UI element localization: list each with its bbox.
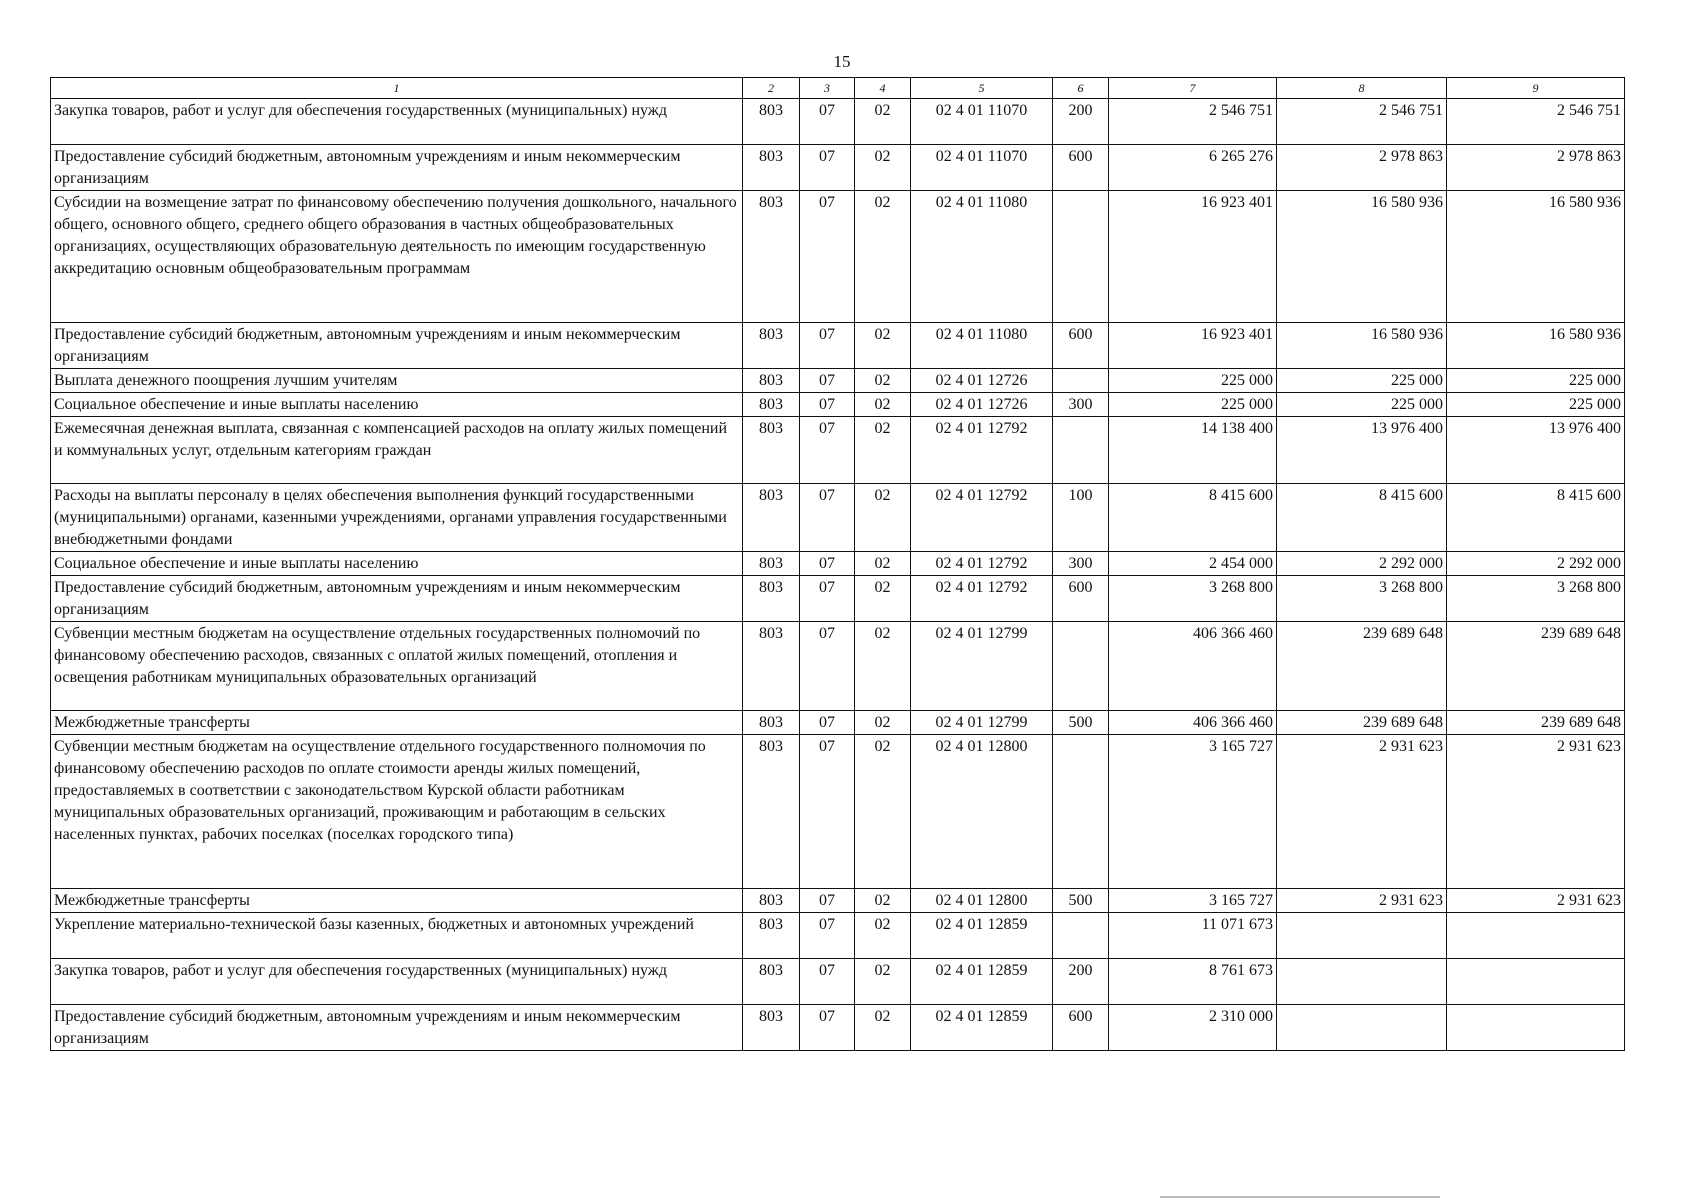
subsection-code: 02 [855, 622, 911, 711]
ved-code: 803 [743, 191, 800, 323]
target-article-code: 02 4 01 12726 [911, 369, 1053, 393]
column-number: 1 [51, 78, 743, 99]
amount-year-3: 13 976 400 [1447, 417, 1625, 484]
target-article-code: 02 4 01 12799 [911, 711, 1053, 735]
expense-type-code: 200 [1053, 99, 1109, 145]
subsection-code: 02 [855, 552, 911, 576]
amount-year-3: 2 978 863 [1447, 145, 1625, 191]
amount-year-3: 2 546 751 [1447, 99, 1625, 145]
table-row [51, 622, 1625, 711]
amount-year-3: 225 000 [1447, 369, 1625, 393]
amount-year-2: 13 976 400 [1277, 417, 1447, 484]
section-code: 07 [800, 323, 855, 369]
ved-code: 803 [743, 417, 800, 484]
section-code: 07 [800, 576, 855, 622]
ved-code: 803 [743, 323, 800, 369]
target-article-code: 02 4 01 12792 [911, 552, 1053, 576]
subsection-code: 02 [855, 913, 911, 959]
target-article-code: 02 4 01 12800 [911, 889, 1053, 913]
amount-year-2: 2 931 623 [1277, 889, 1447, 913]
table-row [51, 552, 1625, 576]
column-number: 6 [1053, 78, 1109, 99]
expense-type-code [1053, 735, 1109, 889]
table-row [51, 576, 1625, 622]
section-code: 07 [800, 711, 855, 735]
subsection-code: 02 [855, 417, 911, 484]
target-article-code: 02 4 01 11080 [911, 191, 1053, 323]
table-row [51, 711, 1625, 735]
ved-code: 803 [743, 622, 800, 711]
subsection-code: 02 [855, 889, 911, 913]
row-description: Предоставление субсидий бюджетным, автономным учреждениям и иным некоммерческим организациям [51, 576, 743, 622]
table-row [51, 959, 1625, 1005]
amount-year-2: 2 978 863 [1277, 145, 1447, 191]
amount-year-1: 14 138 400 [1109, 417, 1277, 484]
ved-code: 803 [743, 959, 800, 1005]
expense-type-code: 300 [1053, 552, 1109, 576]
target-article-code: 02 4 01 11070 [911, 99, 1053, 145]
amount-year-2: 16 580 936 [1277, 191, 1447, 323]
amount-year-2: 225 000 [1277, 393, 1447, 417]
subsection-code: 02 [855, 99, 911, 145]
expense-type-code: 600 [1053, 576, 1109, 622]
amount-year-3: 239 689 648 [1447, 622, 1625, 711]
target-article-code: 02 4 01 12726 [911, 393, 1053, 417]
ved-code: 803 [743, 484, 800, 552]
row-description: Укрепление материально-технической базы казенных, бюджетных и автономных учреждений [51, 913, 743, 959]
column-number-row [51, 78, 1625, 99]
table-row [51, 735, 1625, 889]
amount-year-3: 16 580 936 [1447, 323, 1625, 369]
target-article-code: 02 4 01 11080 [911, 323, 1053, 369]
table-row [51, 323, 1625, 369]
subsection-code: 02 [855, 735, 911, 889]
ved-code: 803 [743, 393, 800, 417]
table-row [51, 99, 1625, 145]
ved-code: 803 [743, 889, 800, 913]
row-description: Социальное обеспечение и иные выплаты населению [51, 393, 743, 417]
amount-year-3: 8 415 600 [1447, 484, 1625, 552]
ved-code: 803 [743, 99, 800, 145]
amount-year-3: 239 689 648 [1447, 711, 1625, 735]
column-number: 9 [1447, 78, 1625, 99]
table-row [51, 889, 1625, 913]
amount-year-2: 2 292 000 [1277, 552, 1447, 576]
table-row [51, 913, 1625, 959]
table-row [51, 369, 1625, 393]
amount-year-2: 225 000 [1277, 369, 1447, 393]
amount-year-2: 16 580 936 [1277, 323, 1447, 369]
section-code: 07 [800, 145, 855, 191]
subsection-code: 02 [855, 959, 911, 1005]
column-number: 7 [1109, 78, 1277, 99]
subsection-code: 02 [855, 711, 911, 735]
target-article-code: 02 4 01 12792 [911, 576, 1053, 622]
amount-year-1: 225 000 [1109, 393, 1277, 417]
section-code: 07 [800, 552, 855, 576]
amount-year-2: 2 931 623 [1277, 735, 1447, 889]
amount-year-1: 16 923 401 [1109, 191, 1277, 323]
row-description: Закупка товаров, работ и услуг для обеспечения государственных (муниципальных) нужд [51, 959, 743, 1005]
amount-year-2: 239 689 648 [1277, 711, 1447, 735]
ved-code: 803 [743, 369, 800, 393]
expense-type-code: 200 [1053, 959, 1109, 1005]
table-row [51, 417, 1625, 484]
section-code: 07 [800, 191, 855, 323]
amount-year-2: 239 689 648 [1277, 622, 1447, 711]
amount-year-3: 16 580 936 [1447, 191, 1625, 323]
expense-type-code: 600 [1053, 1005, 1109, 1051]
table-row [51, 1005, 1625, 1051]
row-description: Межбюджетные трансферты [51, 889, 743, 913]
budget-table [50, 77, 1625, 1051]
row-description: Расходы на выплаты персоналу в целях обеспечения выполнения функций государственными (муниципальными) органами, казенными учреждениями, органами управления государственными внебюджетными фондами [51, 484, 743, 552]
subsection-code: 02 [855, 393, 911, 417]
amount-year-2: 3 268 800 [1277, 576, 1447, 622]
ved-code: 803 [743, 552, 800, 576]
expense-type-code: 100 [1053, 484, 1109, 552]
table-row [51, 145, 1625, 191]
amount-year-2: 8 415 600 [1277, 484, 1447, 552]
expense-type-code: 300 [1053, 393, 1109, 417]
section-code: 07 [800, 622, 855, 711]
section-code: 07 [800, 99, 855, 145]
amount-year-3 [1447, 913, 1625, 959]
subsection-code: 02 [855, 369, 911, 393]
scan-artifact [1160, 1196, 1440, 1198]
row-description: Социальное обеспечение и иные выплаты населению [51, 552, 743, 576]
subsection-code: 02 [855, 145, 911, 191]
amount-year-1: 6 265 276 [1109, 145, 1277, 191]
expense-type-code [1053, 913, 1109, 959]
ved-code: 803 [743, 576, 800, 622]
amount-year-1: 225 000 [1109, 369, 1277, 393]
row-description: Ежемесячная денежная выплата, связанная с компенсацией расходов на оплату жилых помещений и коммунальных услуг, отдельным категориям граждан [51, 417, 743, 484]
amount-year-3: 2 931 623 [1447, 889, 1625, 913]
section-code: 07 [800, 393, 855, 417]
table-row [51, 393, 1625, 417]
amount-year-3 [1447, 1005, 1625, 1051]
ved-code: 803 [743, 145, 800, 191]
row-description: Субвенции местным бюджетам на осуществление отдельного государственного полномочия по финансовому обеспечению расходов по оплате стоимости аренды жилых помещений, предоставляемых в соответствии с законодательством Курской области работникам муниципальных образовательных организаций, проживающим и работающим в сельских населенных пунктах, рабочих поселках (поселках городского типа) [51, 735, 743, 889]
subsection-code: 02 [855, 576, 911, 622]
expense-type-code [1053, 622, 1109, 711]
amount-year-2: 2 546 751 [1277, 99, 1447, 145]
amount-year-1: 2 310 000 [1109, 1005, 1277, 1051]
row-description: Предоставление субсидий бюджетным, автономным учреждениям и иным некоммерческим организациям [51, 323, 743, 369]
section-code: 07 [800, 889, 855, 913]
expense-type-code [1053, 417, 1109, 484]
expense-type-code: 600 [1053, 323, 1109, 369]
ved-code: 803 [743, 711, 800, 735]
ved-code: 803 [743, 913, 800, 959]
target-article-code: 02 4 01 12859 [911, 913, 1053, 959]
amount-year-1: 3 268 800 [1109, 576, 1277, 622]
subsection-code: 02 [855, 484, 911, 552]
row-description: Межбюджетные трансферты [51, 711, 743, 735]
target-article-code: 02 4 01 12859 [911, 1005, 1053, 1051]
amount-year-1: 406 366 460 [1109, 622, 1277, 711]
table-body [51, 99, 1625, 1051]
amount-year-1: 3 165 727 [1109, 735, 1277, 889]
section-code: 07 [800, 1005, 855, 1051]
amount-year-2 [1277, 959, 1447, 1005]
section-code: 07 [800, 417, 855, 484]
expense-type-code [1053, 191, 1109, 323]
table-row [51, 191, 1625, 323]
expense-type-code: 500 [1053, 711, 1109, 735]
amount-year-1: 3 165 727 [1109, 889, 1277, 913]
expense-type-code [1053, 369, 1109, 393]
section-code: 07 [800, 369, 855, 393]
row-description: Субсидии на возмещение затрат по финансовому обеспечению получения дошкольного, начального общего, основного общего, среднего общего образования в частных общеобразовательных организациях, осуществляющих образовательную деятельность по имеющим государственную аккредитацию основным общеобразовательным программам [51, 191, 743, 323]
target-article-code: 02 4 01 12800 [911, 735, 1053, 889]
amount-year-3: 2 931 623 [1447, 735, 1625, 889]
ved-code: 803 [743, 735, 800, 889]
target-article-code: 02 4 01 12799 [911, 622, 1053, 711]
subsection-code: 02 [855, 323, 911, 369]
table-row [51, 484, 1625, 552]
target-article-code: 02 4 01 12792 [911, 417, 1053, 484]
row-description: Выплата денежного поощрения лучшим учителям [51, 369, 743, 393]
target-article-code: 02 4 01 11070 [911, 145, 1053, 191]
amount-year-1: 2 546 751 [1109, 99, 1277, 145]
section-code: 07 [800, 913, 855, 959]
amount-year-1: 11 071 673 [1109, 913, 1277, 959]
column-number: 3 [800, 78, 855, 99]
subsection-code: 02 [855, 1005, 911, 1051]
expense-type-code: 600 [1053, 145, 1109, 191]
amount-year-1: 8 761 673 [1109, 959, 1277, 1005]
row-description: Предоставление субсидий бюджетным, автономным учреждениям и иным некоммерческим организациям [51, 145, 743, 191]
amount-year-1: 406 366 460 [1109, 711, 1277, 735]
row-description: Субвенции местным бюджетам на осуществление отдельных государственных полномочий по финансовому обеспечению расходов, связанных с оплатой жилых помещений, отопления и освещения работникам муниципальных образовательных организаций [51, 622, 743, 711]
amount-year-3: 225 000 [1447, 393, 1625, 417]
ved-code: 803 [743, 1005, 800, 1051]
amount-year-3 [1447, 959, 1625, 1005]
column-number: 2 [743, 78, 800, 99]
page-number: 15 [833, 52, 851, 71]
section-code: 07 [800, 735, 855, 889]
section-code: 07 [800, 959, 855, 1005]
row-description: Предоставление субсидий бюджетным, автономным учреждениям и иным некоммерческим организациям [51, 1005, 743, 1051]
expense-type-code: 500 [1053, 889, 1109, 913]
target-article-code: 02 4 01 12859 [911, 959, 1053, 1005]
column-number: 4 [855, 78, 911, 99]
amount-year-1: 2 454 000 [1109, 552, 1277, 576]
column-number: 8 [1277, 78, 1447, 99]
amount-year-2 [1277, 1005, 1447, 1051]
amount-year-1: 16 923 401 [1109, 323, 1277, 369]
section-code: 07 [800, 484, 855, 552]
row-description: Закупка товаров, работ и услуг для обеспечения государственных (муниципальных) нужд [51, 99, 743, 145]
amount-year-3: 2 292 000 [1447, 552, 1625, 576]
target-article-code: 02 4 01 12792 [911, 484, 1053, 552]
subsection-code: 02 [855, 191, 911, 323]
amount-year-3: 3 268 800 [1447, 576, 1625, 622]
amount-year-2 [1277, 913, 1447, 959]
amount-year-1: 8 415 600 [1109, 484, 1277, 552]
column-number: 5 [911, 78, 1053, 99]
